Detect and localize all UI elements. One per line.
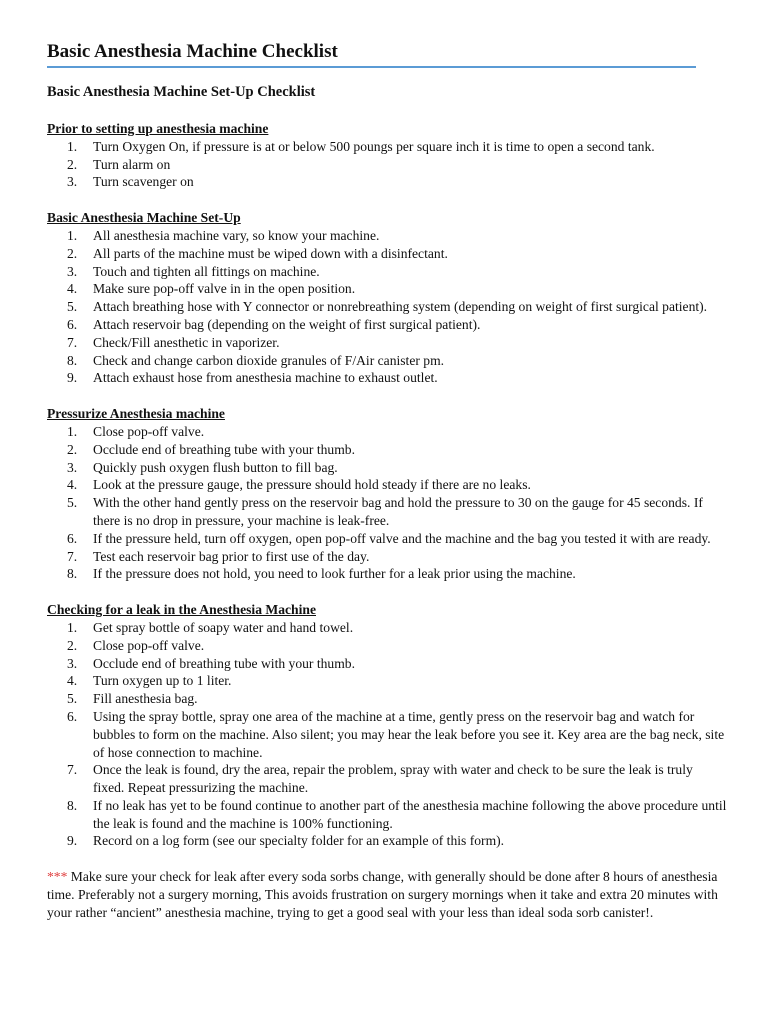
section-machine-setup <box>47 209 727 387</box>
list-item: 7. Test each reservoir bag prior to first use of the day. <box>67 548 370 564</box>
list-item: 6. Attach reservoir bag (depending on the weight of first surgical patient). <box>67 316 481 332</box>
document-subtitle: Basic Anesthesia Machine Set-Up Checklist <box>47 84 316 100</box>
list-item: 7. Once the leak is found, dry the area, repair the problem, spray with water and check to be sure the leak is truly fixed. Repeat pressurizing the machine. <box>67 762 693 796</box>
section-pressurize <box>47 405 727 583</box>
list-item: 8. If no leak has yet to be found continue to another part of the anesthesia machine following the above procedure until the leak is found and the machine is 100% functioning. <box>67 797 727 831</box>
section-leak-check <box>47 601 727 850</box>
list-item: 5. Fill anesthesia bag. <box>67 691 198 707</box>
section-prior-setup <box>47 120 727 191</box>
section-heading: Pressurize Anesthesia machine <box>47 406 225 422</box>
list-item: 4. Look at the pressure gauge, the pressure should hold steady if there are no leaks. <box>67 477 531 493</box>
list-item: 5. Attach breathing hose with Y connector or nonrebreathing system (depending on weight of first surgical patient). <box>67 299 708 315</box>
list-item: 2. All parts of the machine must be wiped down with a disinfectant. <box>67 245 448 261</box>
list-item: 1. Get spray bottle of soapy water and hand towel. <box>67 619 354 635</box>
list-item: 9. Attach exhaust hose from anesthesia machine to exhaust outlet. <box>67 370 438 386</box>
list-item: 6. Using the spray bottle, spray one area of the machine at a time, gently press on the reservoir bag and watch for bubbles to form on the machine. Also silent; you may hear the leak before you see it. Key area are the bag neck, site of hose connection to machine. <box>67 708 725 760</box>
list-item: 2. Close pop-off valve. <box>67 637 205 653</box>
list-item: 5. With the other hand gently press on the reservoir bag and hold the pressure to 30 on the gauge for 45 seconds. If there is no drop in pressure, your machine is leak-free. <box>67 495 703 528</box>
list-item: 4. Make sure pop-off valve in in the open position. <box>67 281 356 297</box>
list-item: 3. Quickly push oxygen flush button to fill bag. <box>67 459 338 475</box>
checklist <box>47 138 727 191</box>
document-title: Basic Anesthesia Machine Checklist <box>47 40 696 68</box>
list-item: 4. Turn oxygen up to 1 liter. <box>67 673 232 689</box>
section-heading: Basic Anesthesia Machine Set-Up <box>47 210 241 226</box>
list-item: 1. All anesthesia machine vary, so know your machine. <box>67 227 380 243</box>
list-item: 1. Turn Oxygen On, if pressure is at or below 500 poungs per square inch it is time to open a second tank. <box>67 138 655 154</box>
section-heading: Checking for a leak in the Anesthesia Machine <box>47 602 316 618</box>
checklist <box>47 619 727 850</box>
list-item: 7. Check/Fill anesthetic in vaporizer. <box>67 334 280 350</box>
checklist <box>47 227 727 387</box>
list-item: 1. Close pop-off valve. <box>67 423 205 439</box>
list-item: 8. Check and change carbon dioxide granules of F/Air canister pm. <box>67 352 445 368</box>
document-body <box>47 120 727 922</box>
list-item: 2. Occlude end of breathing tube with your thumb. <box>67 441 355 457</box>
note-text: Make sure your check for leak after every soda sorbs change, with generally should be done after 8 hours of anesthesia time. Preferably not a surgery morning, This avoids frustration on surgery mornings when it take and extra 20 minutes with your rather “ancient” anesthesia machine, trying to get a good seal with your less than ideal soda sorb canister!. <box>47 869 718 920</box>
list-item: 3. Occlude end of breathing tube with your thumb. <box>67 655 355 671</box>
list-item: 3. Turn scavenger on <box>67 174 194 190</box>
list-item: 8. If the pressure does not hold, you need to look further for a leak prior using the machine. <box>67 566 576 582</box>
note-marker: *** <box>47 869 68 885</box>
section-heading: Prior to setting up anesthesia machine <box>47 121 269 136</box>
list-item: 9. Record on a log form (see our specialty folder for an example of this form). <box>67 833 505 849</box>
list-item: 6. If the pressure held, turn off oxygen, open pop-off valve and the machine and the bag you tested it with are ready. <box>67 530 711 546</box>
checklist <box>47 423 727 583</box>
list-item: 2. Turn alarm on <box>67 156 171 172</box>
closing-note <box>47 868 727 921</box>
list-item: 3. Touch and tighten all fittings on machine. <box>67 263 320 279</box>
